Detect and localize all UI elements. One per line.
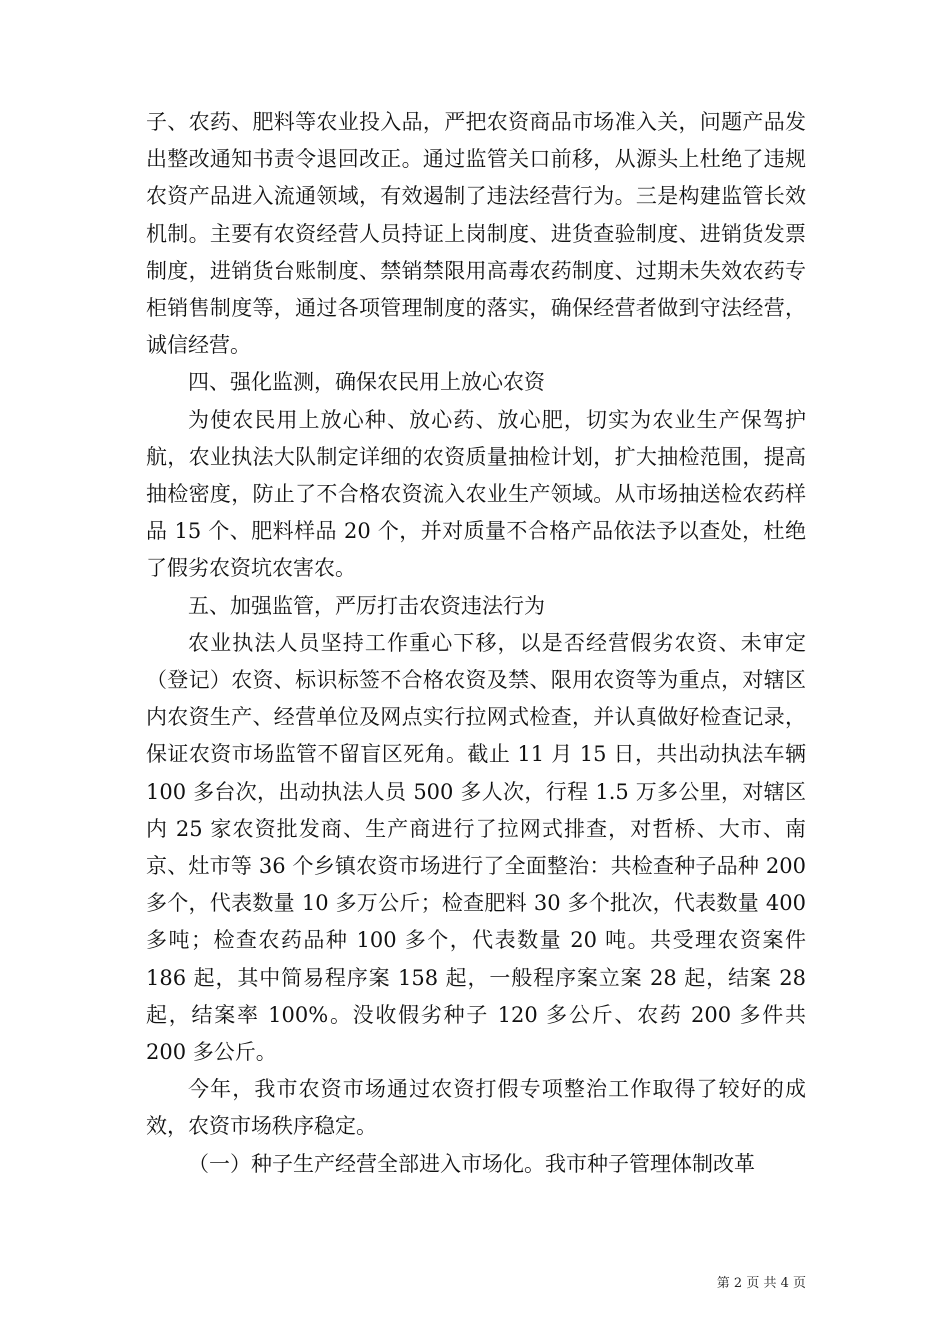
section-heading-five: 五、加强监管，严厉打击农资违法行为 xyxy=(188,593,545,618)
paragraph-summary: 今年，我市农资市场通过农资打假专项整治工作取得了较好的成效，农资市场秩序稳定。 xyxy=(146,1077,806,1139)
page-number: 第 2 页 共 4 页 xyxy=(716,1276,806,1291)
section-heading-four: 四、强化监测，确保农民用上放心农资 xyxy=(188,370,545,395)
paragraph-monitoring: 为使农民用上放心种、放心药、放心肥，切实为农业生产保驾护航，农业执法大队制定详细的农资质量抽检计划，扩大抽检范围，提高抽检密度，防止了不合格农资流入农业生产领域。从市场抽送检农药样品 15 个、肥料样品 20 个，并对质量不合格产品依法予以查处，杜绝了假劣农资坑农害农。 xyxy=(146,407,806,581)
paragraph-continuation: 子、农药、肥料等农业投入品，严把农资商品市场准入关，问题产品发出整改通知书责令退回改正。通过监管关口前移，从源头上杜绝了违规农资产品进入流通领域，有效遏制了违法经营行为。三是构建监管长效机制。主要有农资经营人员持证上岗制度、进货查验制度、进销货发票制度，进销货台账制度、禁销禁限用高毒农药制度、过期未失效农药专柜销售制度等，通过各项管理制度的落实，确保经营者做到守法经营，诚信经营。 xyxy=(146,110,806,358)
document-body xyxy=(146,104,806,1183)
paragraph-enforcement: 农业执法人员坚持工作重心下移，以是否经营假劣农资、未审定（登记）农资、标识标签不合格农资及禁、限用农资等为重点，对辖区内农资生产、经营单位及网点实行拉网式检查，并认真做好检查记录，保证农资市场监管不留盲区死角。截止 11 月 15 日，共出动执法车辆 100 多台次，出动执法人员 500 多人次，行程 1.5 万多公里，对辖区内 25 家农资批发商、生产商进行了拉网式排查，对哲桥、大市、南京、灶市等 36 个乡镇农资市场进行了全面整治：共检查种子品种 200 多个，代表数量 10 多万公斤；检查肥料 30 多个批次，代表数量 400 多吨；检查农药品种 100 多个，代表数量 20 吨。共受理农资案件 186 起，其中简易程序案 158 起，一般程序案立案 28 起，结案 28 起，结案率 100%。没收假劣种子 120 多公斤、农药 200 多件共 200 多公斤。 xyxy=(146,630,806,1065)
paragraph-seed-market: （一）种子生产经营全部进入市场化。我市种子管理体制改革 xyxy=(188,1151,755,1176)
